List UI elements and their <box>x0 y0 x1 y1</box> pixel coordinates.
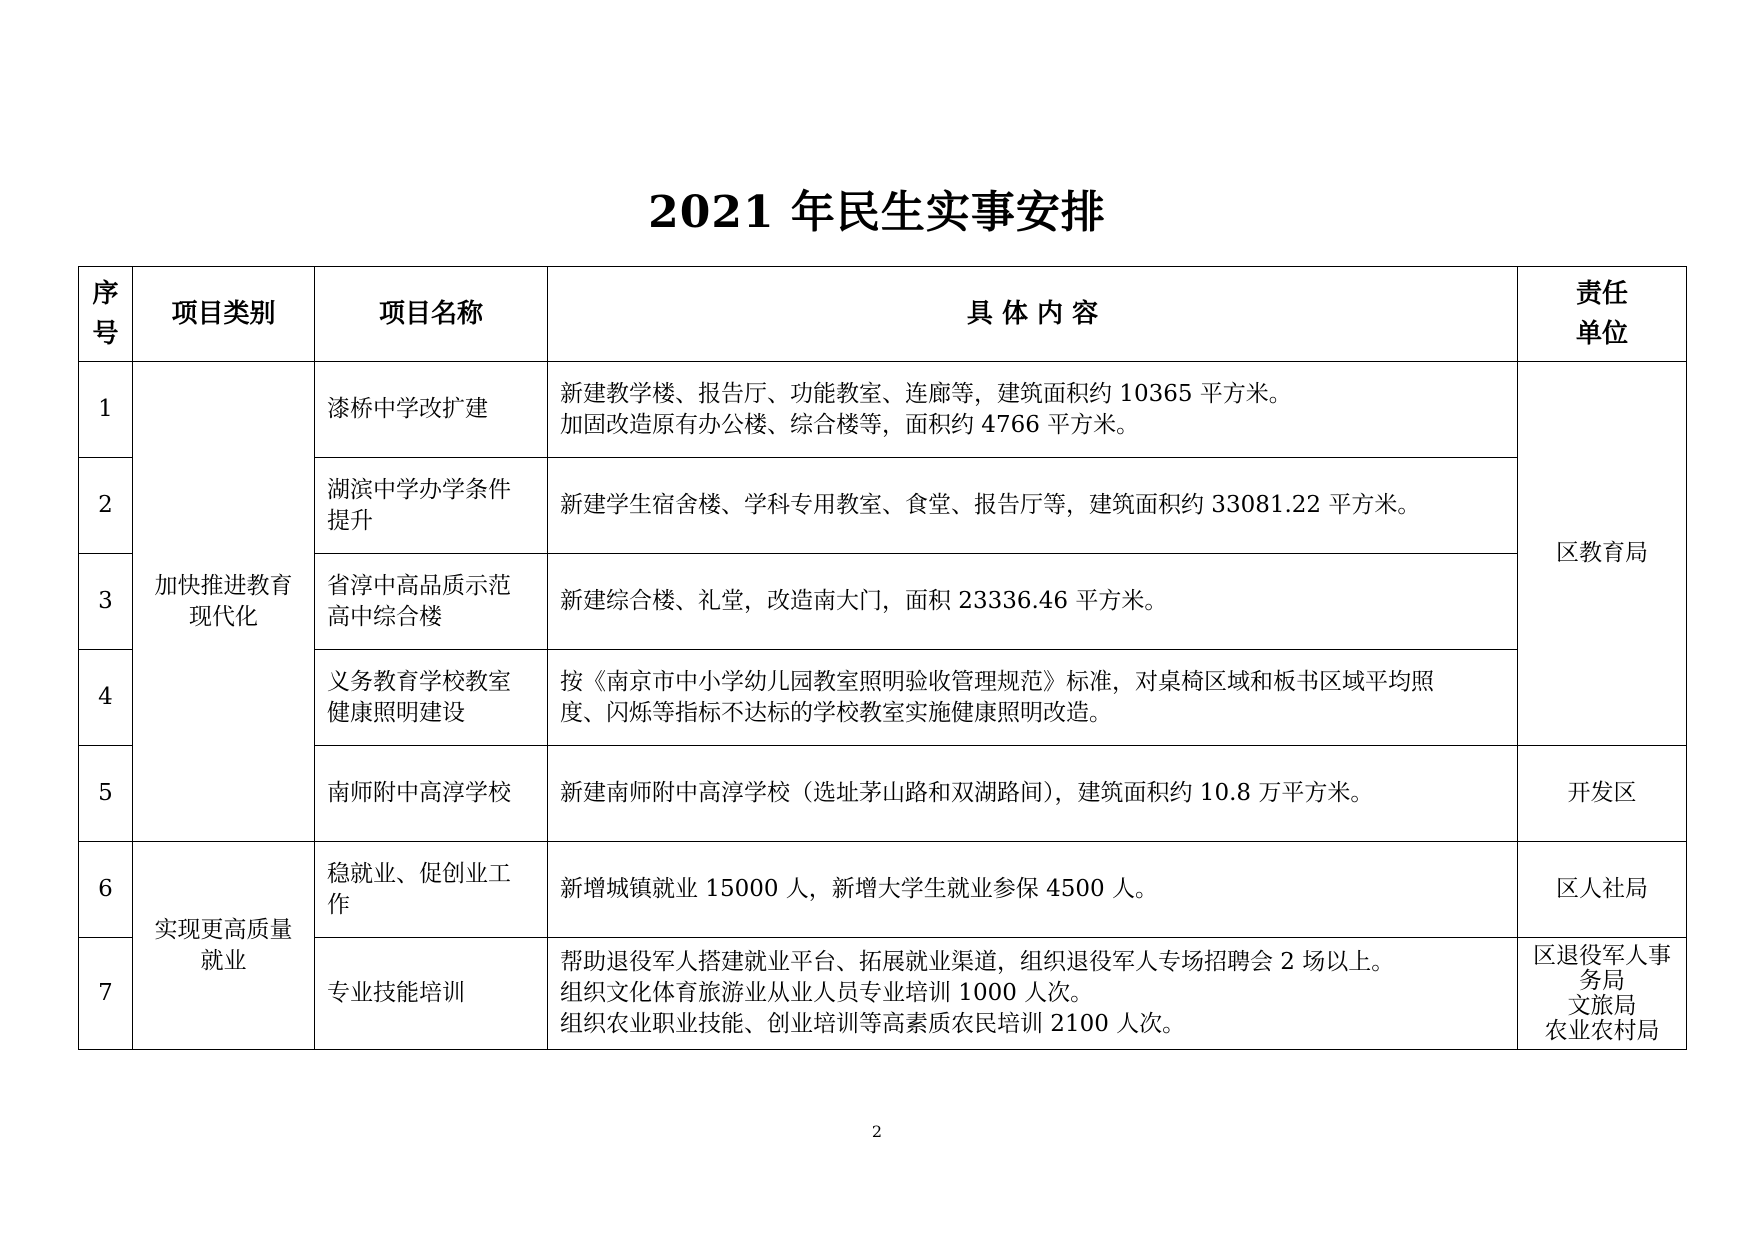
row-seq: 6 <box>79 842 133 938</box>
project-name: 省淳中高品质示范 高中综合楼 <box>315 554 548 650</box>
table-row <box>79 458 1687 554</box>
page-number: 2 <box>871 1122 883 1141</box>
project-name: 稳就业、促创业工 作 <box>315 842 548 938</box>
project-content: 新建综合楼、礼堂，改造南大门，面积 23336.46 平方米。 <box>548 554 1518 650</box>
project-content: 帮助退役军人搭建就业平台、拓展就业渠道，组织退役军人专场招聘会 2 场以上。 组织文化体育旅游业从业人员专业培训 1000 人次。 组织农业职业技能、创业培训等高素质农民培训 2100 人次。 <box>548 938 1518 1050</box>
project-name: 义务教育学校教室 健康照明建设 <box>315 650 548 746</box>
table-row <box>79 746 1687 842</box>
project-name: 专业技能培训 <box>315 938 548 1050</box>
projects-table <box>78 266 1687 1050</box>
row-seq: 5 <box>79 746 133 842</box>
project-content: 新建南师附中高淳学校（选址茅山路和双湖路间），建筑面积约 10.8 万平方米。 <box>548 746 1518 842</box>
table-header-row <box>79 267 1687 362</box>
table-row <box>79 362 1687 458</box>
project-name: 南师附中高淳学校 <box>315 746 548 842</box>
category-cell: 加快推进教育 现代化 <box>133 362 315 842</box>
project-content: 新建教学楼、报告厅、功能教室、连廊等，建筑面积约 10365 平方米。 加固改造原有办公楼、综合楼等，面积约 4766 平方米。 <box>548 362 1518 458</box>
header-seq: 序 号 <box>79 267 133 362</box>
page-title: 2021 年民生实事安排 <box>648 187 1106 238</box>
project-name: 湖滨中学办学条件 提升 <box>315 458 548 554</box>
responsible-unit: 区退役军人事 务局 文旅局 农业农村局 <box>1518 938 1687 1050</box>
table-row <box>79 938 1687 1050</box>
header-category: 项目类别 <box>133 267 315 362</box>
project-name: 漆桥中学改扩建 <box>315 362 548 458</box>
row-seq: 3 <box>79 554 133 650</box>
row-seq: 1 <box>79 362 133 458</box>
row-seq: 4 <box>79 650 133 746</box>
project-content: 新增城镇就业 15000 人，新增大学生就业参保 4500 人。 <box>548 842 1518 938</box>
row-seq: 7 <box>79 938 133 1050</box>
responsible-unit: 开发区 <box>1518 746 1687 842</box>
header-name: 项目名称 <box>315 267 548 362</box>
responsible-unit: 区教育局 <box>1518 362 1687 746</box>
table-row <box>79 650 1687 746</box>
project-content: 新建学生宿舍楼、学科专用教室、食堂、报告厅等，建筑面积约 33081.22 平方米。 <box>548 458 1518 554</box>
responsible-unit: 区人社局 <box>1518 842 1687 938</box>
table-row <box>79 554 1687 650</box>
header-content: 具 体 内 容 <box>548 267 1518 362</box>
table-row <box>79 842 1687 938</box>
category-cell: 实现更高质量 就业 <box>133 842 315 1050</box>
project-content: 按《南京市中小学幼儿园教室照明验收管理规范》标准，对桌椅区域和板书区域平均照 度、闪烁等指标不达标的学校教室实施健康照明改造。 <box>548 650 1518 746</box>
header-unit: 责任 单位 <box>1518 267 1687 362</box>
row-seq: 2 <box>79 458 133 554</box>
